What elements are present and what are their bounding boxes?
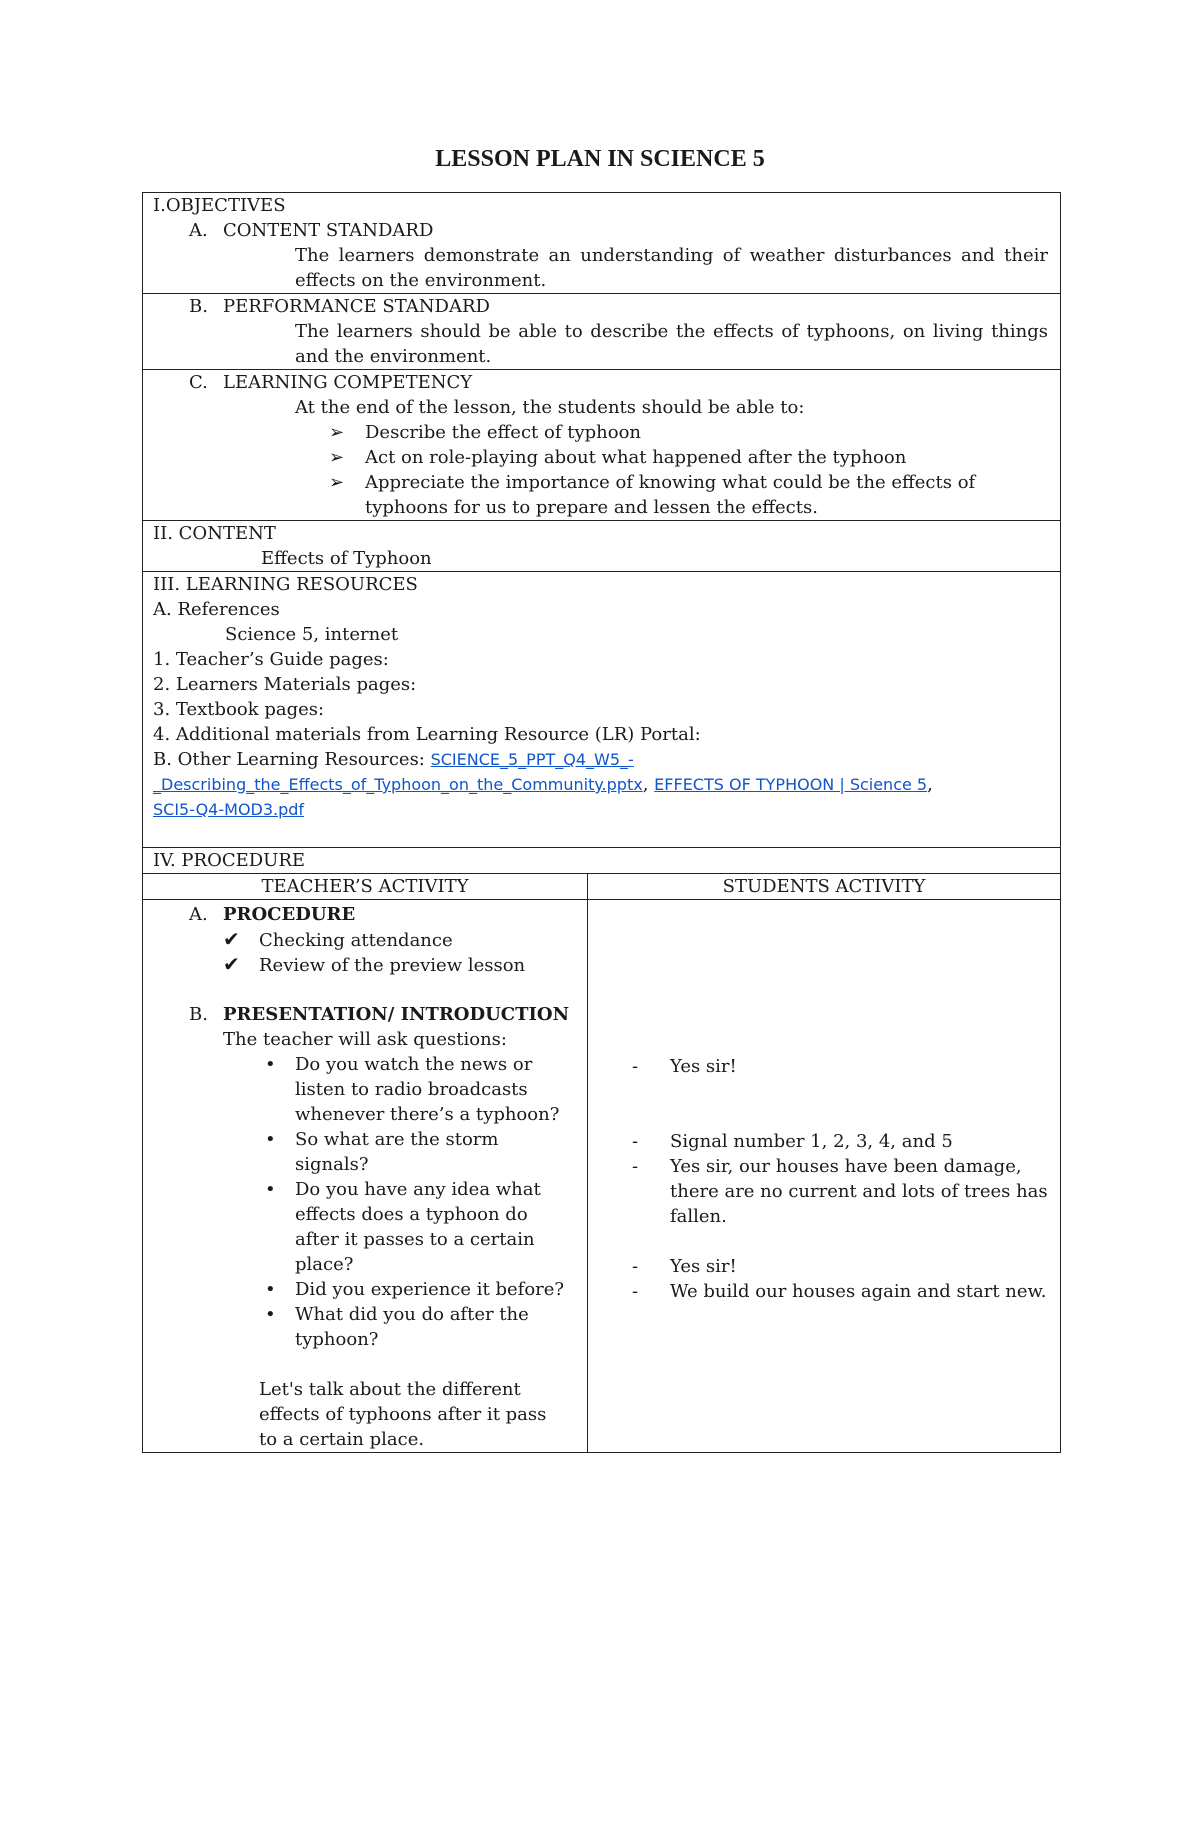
check-item: ✔ Review of the preview lesson: [223, 952, 526, 976]
module-pdf-link[interactable]: SCI5-Q4-MOD3.pdf: [153, 800, 305, 819]
section-a-label: A. PROCEDURE: [189, 904, 356, 925]
question-item: • What did you do after the typhoon?: [265, 1304, 529, 1350]
question-item: • So what are the storm signals?: [265, 1129, 499, 1175]
arrow-bullet-icon: ➢: [329, 422, 345, 443]
section-b-intro: The teacher will ask questions:: [223, 1029, 507, 1050]
content-topic: Effects of Typhoon: [261, 548, 432, 569]
competency-item: ➢ Describe the effect of typhoon: [329, 422, 641, 443]
bullet-icon: •: [265, 1179, 276, 1200]
resources-row: [143, 572, 1061, 848]
activity-body-row: [143, 900, 1061, 1453]
other-resources-label: B. Other Learning Resources:: [153, 749, 431, 770]
bullet-icon: •: [265, 1129, 276, 1150]
page-title: LESSON PLAN IN SCIENCE 5: [435, 146, 765, 172]
learning-competency-row: [143, 370, 1061, 521]
separator-comma: ,: [642, 774, 649, 795]
ppt-link-continued[interactable]: _Describing_the_Effects_of_Typhoon_on_the_Community.pptx: [153, 775, 643, 794]
bullet-icon: •: [265, 1279, 276, 1300]
activity-headers-row: [143, 874, 1061, 900]
student-answer: - Yes sir, our houses have been damage, there are no current and lots of trees has fallen.: [632, 1156, 1048, 1227]
question-item: • Do you have any idea what effects does a typhoon do after it passes to a certain place?: [265, 1179, 541, 1275]
teacher-activity-cell: [143, 900, 588, 1453]
dash-bullet: -: [632, 1131, 639, 1152]
ppt-link[interactable]: SCIENCE_5_PPT_Q4_W5_-: [430, 750, 634, 769]
checkmark-icon: ✔: [223, 952, 240, 976]
dash-bullet: -: [632, 1156, 639, 1177]
dash-bullet: -: [632, 1281, 639, 1302]
students-activity-header: STUDENTS ACTIVITY: [722, 876, 926, 897]
competency-item: ➢ Appreciate the importance of knowing what could be the effects of typhoons for us to prepare and lessen the effects.: [329, 472, 976, 518]
checkmark-icon: ✔: [223, 927, 240, 951]
lesson-plan-table: [142, 192, 1061, 1453]
other-resources-last: [143, 797, 1060, 822]
procedure-header-row: [143, 848, 1061, 874]
performance-standard-row: [143, 294, 1061, 370]
question-item: • Do you watch the news or listen to radio broadcasts whenever there’s a typhoon?: [265, 1054, 560, 1125]
competency-item: ➢ Act on role-playing about what happened after the typhoon: [329, 447, 907, 468]
content-standard-label: A. CONTENT STANDARD: [189, 220, 434, 241]
content-standard-text: The learners demonstrate an understanding of weather disturbances and their effects on the environment.: [295, 245, 1049, 291]
students-activity-cell: [588, 900, 1061, 1453]
section-b-label: B. PRESENTATION/ INTRODUCTION: [189, 1004, 570, 1025]
resource-line: 4. Additional materials from Learning Resource (LR) Portal:: [153, 724, 701, 745]
learning-competency-label: C. LEARNING COMPETENCY: [189, 372, 473, 393]
video-link[interactable]: EFFECTS OF TYPHOON | Science 5: [654, 775, 928, 794]
student-answer: - Signal number 1, 2, 3, 4, and 5: [632, 1131, 953, 1152]
bullet-icon: •: [265, 1054, 276, 1075]
dash-bullet: -: [632, 1056, 639, 1077]
other-resources-continued: [143, 772, 1060, 797]
student-answer: - Yes sir!: [632, 1056, 737, 1077]
arrow-bullet-icon: ➢: [329, 472, 345, 493]
teacher-activity-header: TEACHER’S ACTIVITY: [261, 876, 469, 897]
references-text: Science 5, internet: [225, 624, 399, 645]
performance-standard-label: B. PERFORMANCE STANDARD: [189, 296, 490, 317]
student-answer: - We build our houses again and start new.: [632, 1281, 1047, 1302]
objectives-header: I.OBJECTIVES: [153, 195, 286, 216]
arrow-bullet-icon: ➢: [329, 447, 345, 468]
resource-line: 3. Textbook pages:: [153, 699, 325, 720]
dash-bullet: -: [632, 1256, 639, 1277]
learning-competency-intro: At the end of the lesson, the students should be able to:: [295, 397, 805, 418]
bullet-icon: •: [265, 1304, 276, 1325]
content-row: [143, 521, 1061, 572]
objectives-row: [143, 193, 1061, 294]
resource-line: 1. Teacher’s Guide pages:: [153, 649, 389, 670]
performance-standard-text: The learners should be able to describe the effects of typhoons, on living things and the environment.: [295, 321, 1049, 367]
separator-comma: ,: [927, 774, 933, 795]
question-item: • Did you experience it before?: [265, 1279, 565, 1300]
check-item: ✔ Checking attendance: [223, 927, 453, 951]
procedure-header: IV. PROCEDURE: [153, 850, 306, 871]
content-header: II. CONTENT: [153, 523, 276, 544]
section-b-closing: Let's talk about the different effects of typhoons after it pass to a certain place.: [259, 1379, 547, 1450]
student-answer: - Yes sir!: [632, 1256, 737, 1277]
references-label: A. References: [153, 599, 280, 620]
resource-line: 2. Learners Materials pages:: [153, 674, 417, 695]
resources-header: III. LEARNING RESOURCES: [153, 574, 418, 595]
other-resources: [143, 747, 1060, 772]
